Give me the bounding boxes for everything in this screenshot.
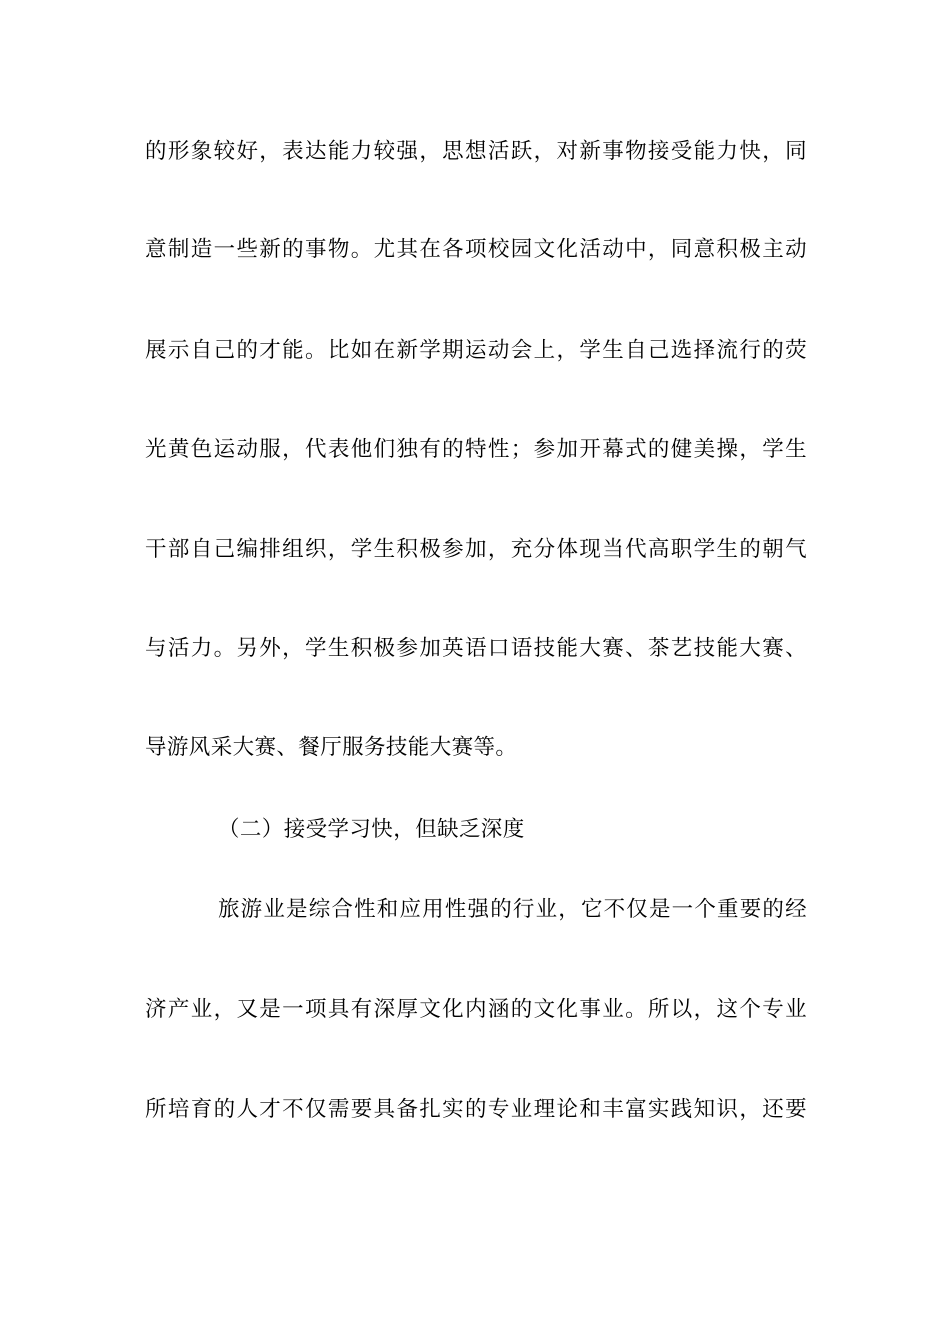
paragraph-line-3: 展示自己的才能。比如在新学期运动会上，学生自己选择流行的荧 — [145, 338, 807, 363]
paragraph-line-7: 导游风采大赛、餐厅服务技能大赛等。 — [145, 735, 518, 760]
paragraph-line-2: 意制造一些新的事物。尤其在各项校园文化活动中，同意积极主动 — [145, 237, 807, 262]
paragraph-line-1: 的形象较好，表达能力较强，思想活跃，对新事物接受能力快，同 — [145, 139, 807, 164]
paragraph-2-line-1: 旅游业是综合性和应用性强的行业，它不仅是一个重要的经 — [218, 897, 807, 922]
paragraph-line-4: 光黄色运动服，代表他们独有的特性；参加开幕式的健美操，学生 — [145, 437, 807, 462]
paragraph-2-line-3: 所培育的人才不仅需要具备扎实的专业理论和丰富实践知识，还要 — [145, 1097, 807, 1122]
paragraph-line-5: 干部自己编排组织，学生积极参加，充分体现当代高职学生的朝气 — [145, 537, 807, 562]
paragraph-2-line-2: 济产业，又是一项具有深厚文化内涵的文化事业。所以，这个专业 — [145, 997, 807, 1022]
paragraph-line-6: 与活力。另外，学生积极参加英语口语技能大赛、茶艺技能大赛、 — [145, 636, 807, 661]
section-heading: （二）接受学习快，但缺乏深度 — [218, 817, 525, 842]
